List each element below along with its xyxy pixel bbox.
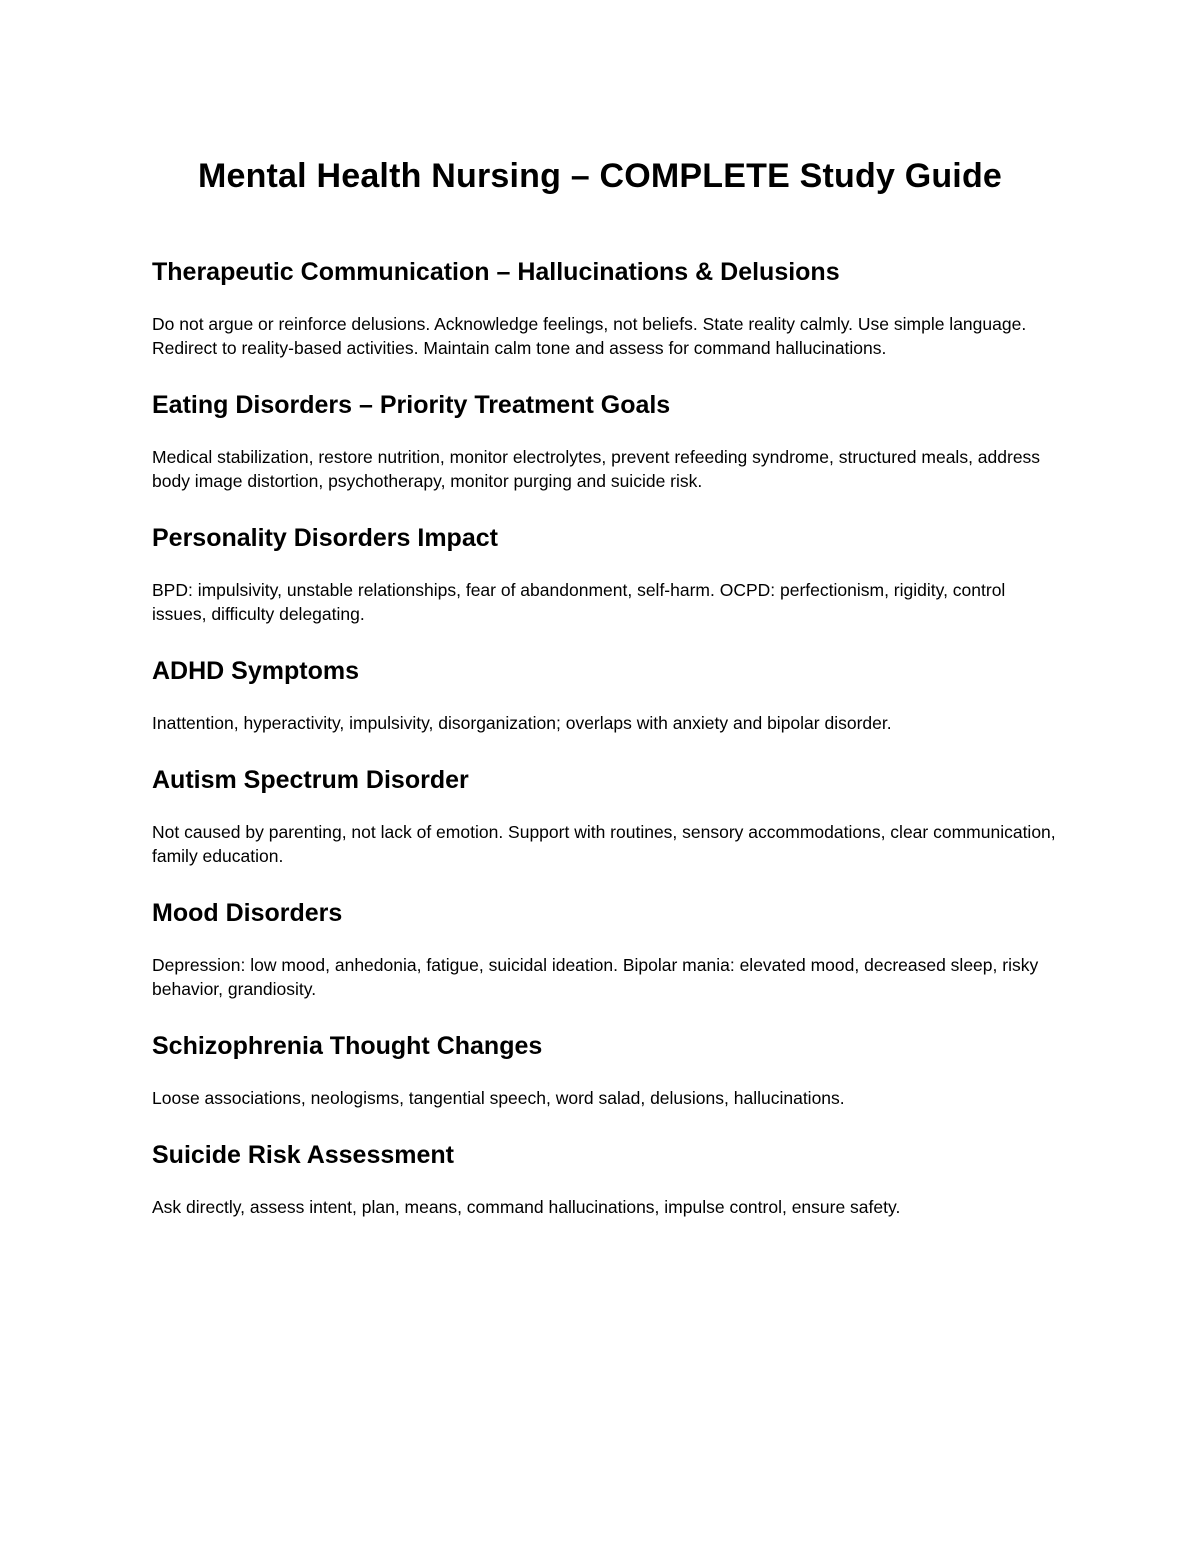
section-therapeutic-communication — [152, 253, 1057, 360]
section-body: Medical stabilization, restore nutrition, monitor electrolytes, prevent refeeding syndrome, structured meals, address body image distortion, psychotherapy, monitor purging and suicide risk. — [152, 447, 1041, 491]
section-body: Not caused by parenting, not lack of emotion. Support with routines, sensory accommodations, clear communication, family education. — [152, 822, 1056, 866]
section-body: Loose associations, neologisms, tangential speech, word salad, delusions, hallucinations. — [152, 1088, 845, 1108]
section-heading: Eating Disorders – Priority Treatment Goals — [152, 391, 671, 419]
section-heading: Mood Disorders — [152, 899, 343, 927]
document-sections — [152, 253, 1057, 1245]
section-body: BPD: impulsivity, unstable relationships, fear of abandonment, self-harm. OCPD: perfectionism, rigidity, control issues, difficulty delegating. — [152, 580, 1006, 624]
section-autism-spectrum-disorder — [152, 761, 1057, 868]
section-body: Ask directly, assess intent, plan, means, command hallucinations, impulse control, ensure safety. — [152, 1197, 901, 1217]
section-eating-disorders — [152, 386, 1057, 493]
section-schizophrenia-thought-changes — [152, 1027, 1057, 1110]
section-heading: Personality Disorders Impact — [152, 524, 498, 552]
document-title: Mental Health Nursing – COMPLETE Study Guide — [197, 157, 1003, 195]
section-personality-disorders — [152, 519, 1057, 626]
section-mood-disorders — [152, 894, 1057, 1001]
section-suicide-risk-assessment — [152, 1136, 1057, 1219]
section-heading: Autism Spectrum Disorder — [152, 766, 469, 794]
section-body: Inattention, hyperactivity, impulsivity, disorganization; overlaps with anxiety and bipolar disorder. — [152, 713, 892, 733]
section-heading: Suicide Risk Assessment — [152, 1141, 454, 1169]
section-heading: Schizophrenia Thought Changes — [152, 1032, 543, 1060]
section-adhd-symptoms — [152, 652, 1057, 735]
section-heading: ADHD Symptoms — [152, 657, 359, 685]
section-body: Do not argue or reinforce delusions. Acknowledge feelings, not beliefs. State reality calmly. Use simple language. Redirect to reality-based activities. Maintain calm tone and assess for command hallucinations. — [152, 314, 1027, 358]
section-heading: Therapeutic Communication – Hallucinations & Delusions — [152, 258, 840, 286]
section-body: Depression: low mood, anhedonia, fatigue, suicidal ideation. Bipolar mania: elevated mood, decreased sleep, risky behavior, grandiosity. — [152, 955, 1039, 999]
